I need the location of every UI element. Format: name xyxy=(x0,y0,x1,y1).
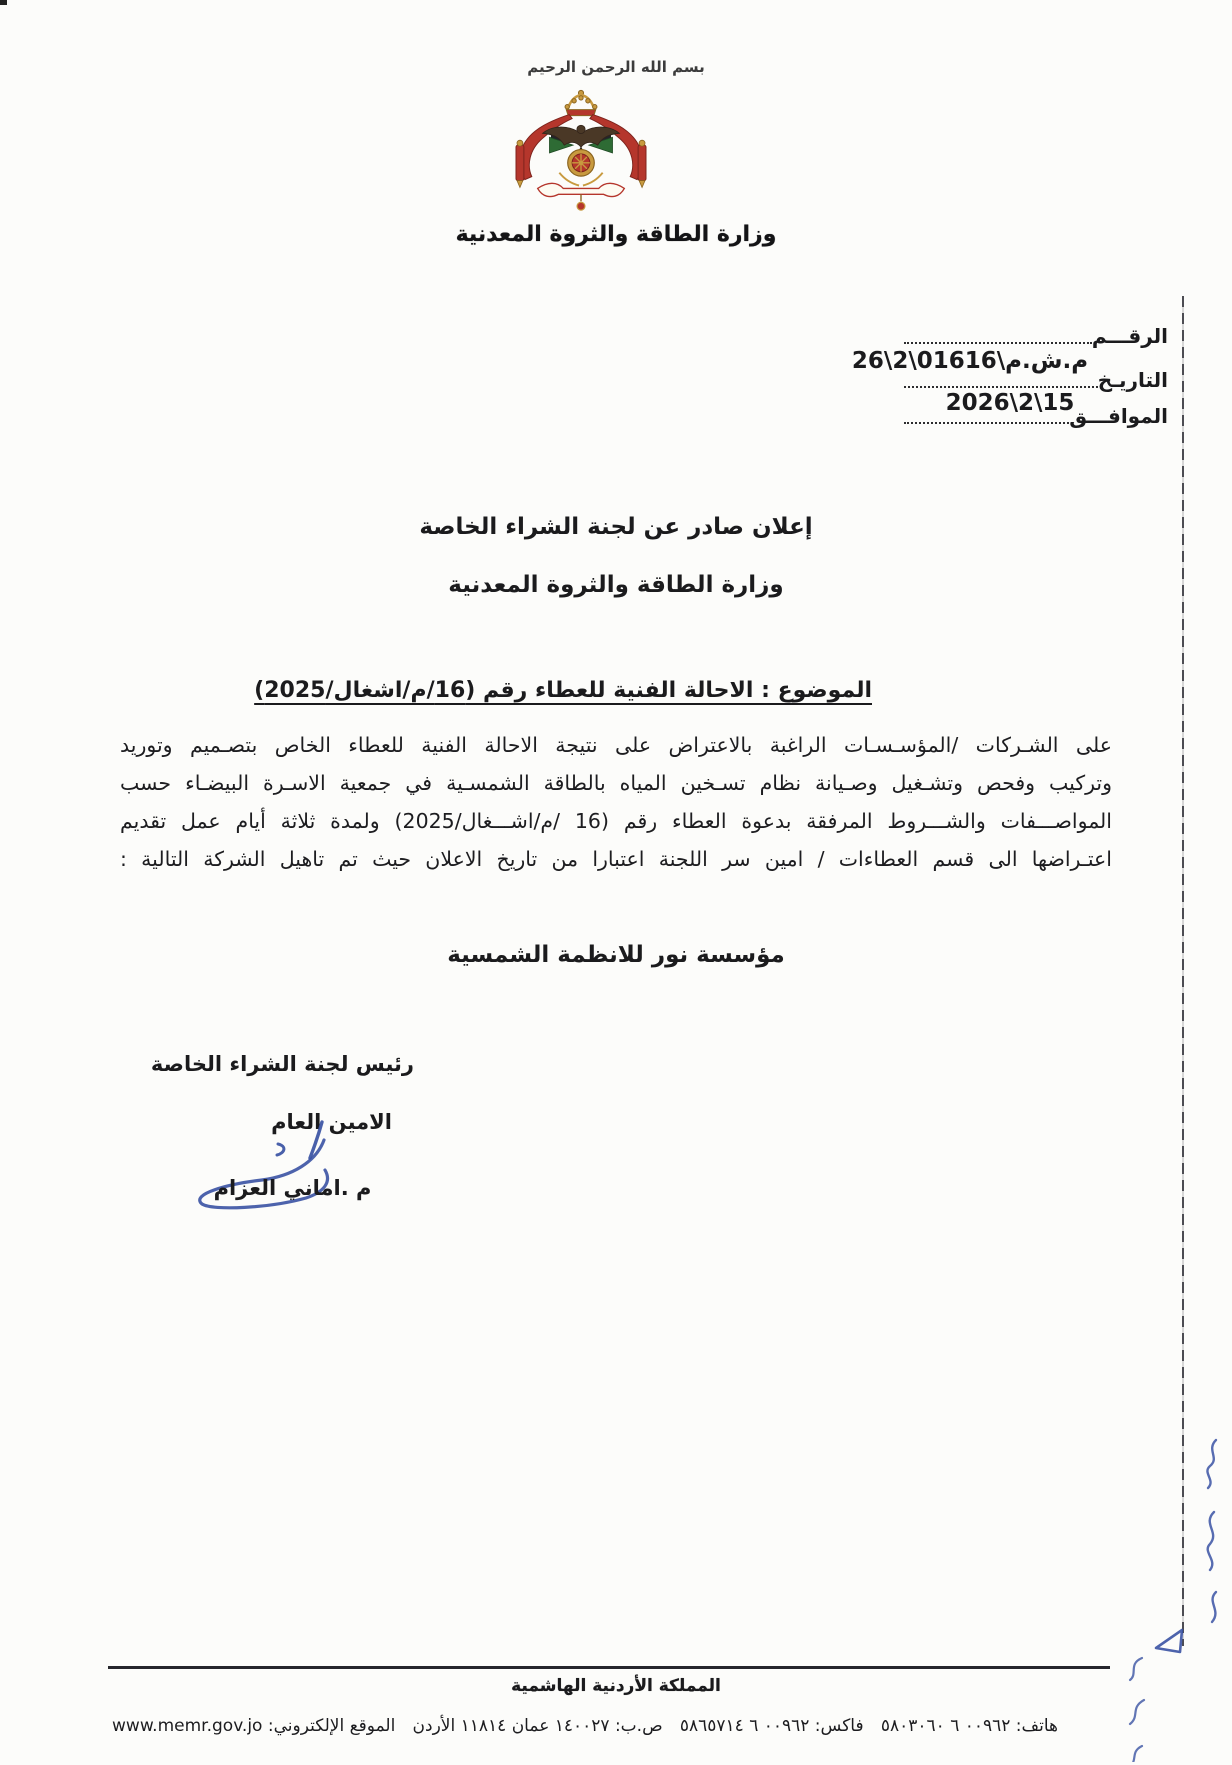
reference-number-row xyxy=(900,324,1168,348)
announcement-title: إعلان صادر عن لجنة الشراء الخاصة xyxy=(419,514,813,540)
body-line: على الشـركات /المؤسـسـات الراغبة بالاعتراض على نتيجة الاحالة الفنية للعطاء الخاص بتصـميم وتوريد xyxy=(120,733,1112,757)
reference-date-label: التاريـخ xyxy=(1097,368,1168,392)
dotted-line xyxy=(904,386,1098,388)
footer-divider xyxy=(108,1666,1110,1669)
footer-fax: فاكس: ٠٠٩٦٢ ٦ ٥٨٦٥٧١٤ xyxy=(679,1716,864,1736)
footer-phone: هاتف: ٠٠٩٦٢ ٦ ٥٨٠٣٠٦٠ xyxy=(880,1716,1058,1736)
signature-signer-title: الامين العام xyxy=(271,1110,392,1134)
reference-number-value: 26\2\01616\م.ش.م xyxy=(851,348,1089,374)
footer-pobox: ص.ب: ١٤٠٠٢٧ عمان ١١٨١٤ الأردن xyxy=(412,1716,663,1736)
ministry-title: وزارة الطاقة والثروة المعدنية xyxy=(448,572,784,598)
body-line: المواصـــفات والشـــروط المرفقة بدعوة العطاء رقم (16 /م/اشـــغال/2025) ولمدة ثلاثة أيام عمل تقديم xyxy=(120,809,1112,833)
body-line: وتركيب وفحص وتشـغيل وصـيانة نظام تسـخين المياه بالطاقة الشمسـية في جمعية الاسـرة البيضـاء حسب xyxy=(120,771,1112,795)
ministry-calligraphy: وزارة الطاقة والثروة المعدنية xyxy=(455,222,777,247)
subject-line xyxy=(128,678,872,703)
subject-text: الموضوع : الاحالة الفنية للعطاء رقم (16/م/اشغال/2025) xyxy=(254,678,872,703)
reference-date-row xyxy=(900,368,1168,392)
signature-committee-title: رئيس لجنة الشراء الخاصة xyxy=(150,1052,414,1076)
footer-website: الموقع الإلكتروني: www.memr.gov.jo xyxy=(112,1716,396,1736)
signature-signer-name: م .اماني العزام xyxy=(213,1176,372,1200)
signature-ink-scribble xyxy=(172,1116,377,1216)
dotted-line xyxy=(904,342,1092,344)
crest-shield xyxy=(568,150,595,177)
crest-crown xyxy=(565,90,597,115)
scan-edge-artifact xyxy=(1182,296,1184,1646)
reference-corresponding-label: الموافـــق xyxy=(1069,404,1168,428)
dotted-line xyxy=(904,422,1069,424)
kingdom-calligraphy: المملكة الأردنية الهاشمية xyxy=(511,1676,721,1696)
basmala-calligraphy: بسم الله الرحمن الرحيم xyxy=(527,58,705,76)
qualified-company-name: مؤسسة نور للانظمة الشمسية xyxy=(447,942,785,968)
scan-corner-speck xyxy=(0,0,7,5)
handwritten-mark-ink xyxy=(1150,1622,1190,1658)
body-line: اعتـراضها الى قسم العطاءات / امين سر اللجنة اعتبارا من تاريخ الاعلان حيث تم تاهيل الشركة التالية : xyxy=(120,847,1112,871)
handwritten-note-ink xyxy=(1186,1432,1232,1632)
body-paragraph xyxy=(120,726,1112,878)
handwritten-fragments-ink xyxy=(1118,1652,1148,1762)
reference-corresponding-row xyxy=(900,404,1168,428)
royal-crest-emblem xyxy=(498,88,664,218)
crest-pendant-star xyxy=(577,202,585,210)
footer-contact-line xyxy=(112,1716,1058,1736)
reference-date-value: 2026\2\15 xyxy=(945,390,1075,416)
reference-number-label: الرقـــم xyxy=(1091,324,1168,348)
